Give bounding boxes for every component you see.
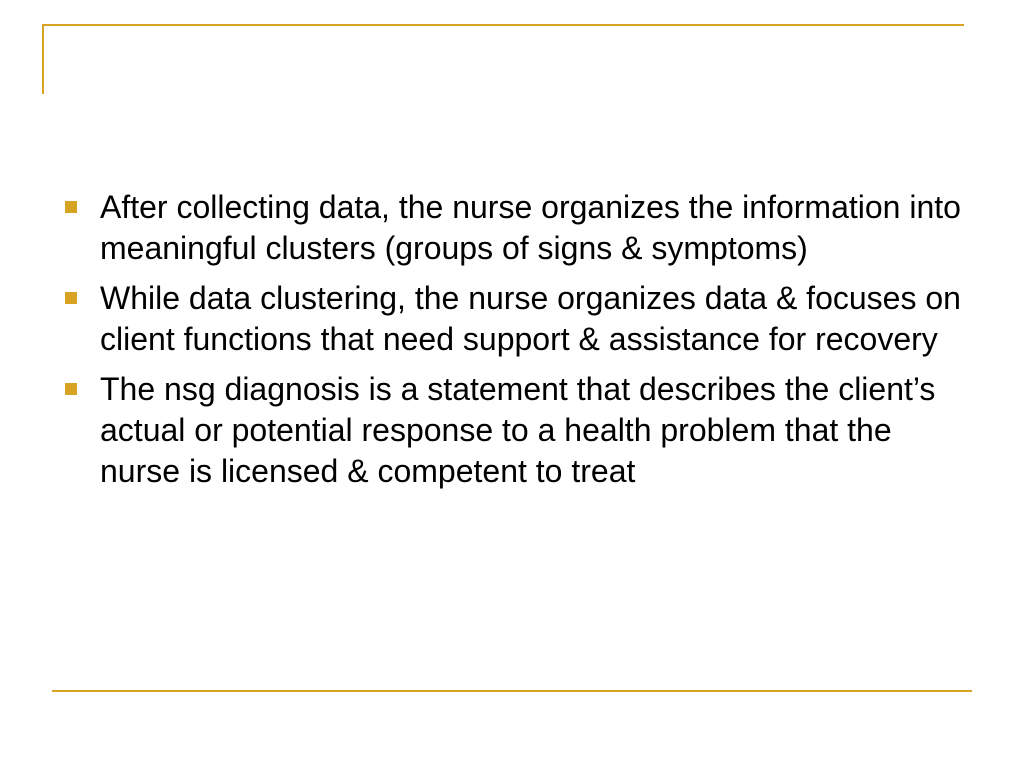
left-rule-line bbox=[42, 24, 44, 94]
bullet-item bbox=[62, 187, 962, 269]
square-bullet-icon bbox=[65, 201, 77, 213]
bullet-text: After collecting data, the nurse organizes the information into meaningful clusters (groups of signs & symptoms) bbox=[100, 189, 961, 266]
bullet-item bbox=[62, 278, 962, 360]
bullet-item bbox=[62, 369, 962, 492]
bullet-text: While data clustering, the nurse organizes data & focuses on client functions that need support & assistance for recovery bbox=[100, 280, 961, 357]
top-rule-line bbox=[42, 24, 964, 26]
bottom-rule-line bbox=[52, 690, 972, 692]
square-bullet-icon bbox=[65, 292, 77, 304]
bullet-text: The nsg diagnosis is a statement that describes the client’s actual or potential response to a health problem that the nurse is licensed & competent to treat bbox=[100, 371, 936, 489]
bullet-list bbox=[62, 187, 962, 501]
square-bullet-icon bbox=[65, 383, 77, 395]
